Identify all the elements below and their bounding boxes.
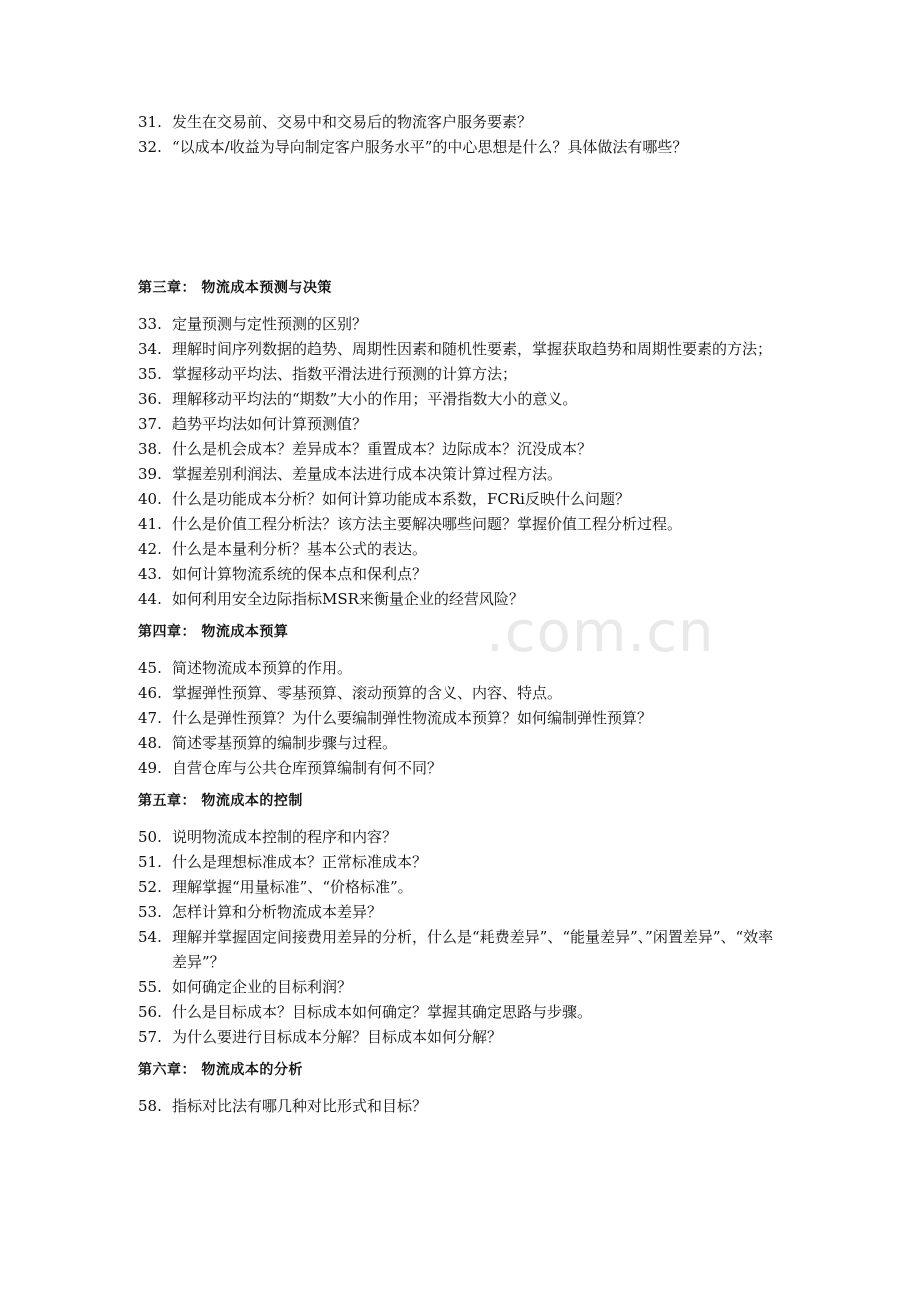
question-number: 33. [138,315,162,333]
intro-question-list [138,110,788,160]
list-item [138,110,788,135]
question-text: 什么是理想标准成本？正常标准成本？ [172,853,428,871]
question-number: 51. [138,853,162,871]
question-number: 57. [138,1028,162,1046]
question-number: 38. [138,440,162,458]
question-text: 自营仓库与公共仓库预算编制有何不同？ [172,759,443,777]
chapter-heading: 第四章： 物流成本预算 [138,624,289,640]
list-item [138,706,788,731]
list-item [138,312,788,337]
question-text: 理解时间序列数据的趋势、周期性因素和随机性要素，掌握获取趋势和周期性要素的方法； [172,340,773,358]
question-number: 31. [138,113,162,131]
list-item [138,412,788,437]
question-text: 什么是机会成本？差异成本？重置成本？边际成本？沉没成本？ [172,440,593,458]
list-item [138,512,788,537]
question-text: 什么是目标成本？目标成本如何确定？掌握其确定思路与步骤。 [172,1003,593,1021]
question-text: 理解掌握“用量标准”、“价格标准”。 [172,878,413,896]
question-number: 32. [138,138,162,156]
question-number: 55. [138,978,162,996]
list-item [138,337,788,362]
question-text: 简述零基预算的编制步骤与过程。 [172,734,398,752]
list-item [138,975,788,1000]
list-item [138,362,788,387]
question-number: 54. [138,928,162,946]
list-item [138,875,788,900]
watermark: .com.cn [486,600,715,665]
question-text: 定量预测与定性预测的区别？ [172,315,368,333]
list-item [138,900,788,925]
question-number: 36. [138,390,162,408]
list-item [138,925,788,975]
list-item [138,135,788,160]
question-number: 40. [138,490,162,508]
list-item [138,587,788,612]
question-number: 44. [138,590,162,608]
chapter-heading: 第三章： 物流成本预测与决策 [138,280,332,296]
chapter-question-list [138,656,788,781]
list-item [138,387,788,412]
list-item [138,487,788,512]
question-text: “以成本/收益为导向制定客户服务水平”的中心思想是什么？具体做法有哪些？ [172,138,688,156]
question-number: 52. [138,878,162,896]
question-text: 为什么要进行目标成本分解？目标成本如何分解？ [172,1028,503,1046]
question-text: 什么是价值工程分析法？该方法主要解决哪些问题？掌握价值工程分析过程。 [172,515,683,533]
question-number: 41. [138,515,162,533]
question-text: 如何计算物流系统的保本点和保利点？ [172,565,428,583]
list-item [138,537,788,562]
question-number: 39. [138,465,162,483]
question-text: 简述物流成本预算的作用。 [172,659,353,677]
chapter-question-list [138,1094,788,1119]
question-text: 掌握移动平均法、指数平滑法进行预测的计算方法； [172,365,518,383]
list-item [138,850,788,875]
question-text: 趋势平均法如何计算预测值？ [172,415,368,433]
question-number: 46. [138,684,162,702]
question-text: 如何确定企业的目标利润？ [172,978,353,996]
question-number: 53. [138,903,162,921]
list-item [138,1000,788,1025]
question-number: 37. [138,415,162,433]
question-text: 掌握差别利润法、差量成本法进行成本决策计算过程方法。 [172,465,563,483]
list-item [138,1094,788,1119]
list-item [138,562,788,587]
question-text: 指标对比法有哪几种对比形式和目标？ [172,1097,428,1115]
chapter-question-list [138,825,788,1050]
question-number: 50. [138,828,162,846]
question-text: 什么是弹性预算？为什么要编制弹性物流成本预算？如何编制弹性预算？ [172,709,653,727]
question-number: 49. [138,759,162,777]
list-item [138,681,788,706]
question-text: 发生在交易前、交易中和交易后的物流客户服务要素？ [172,113,533,131]
list-item [138,731,788,756]
question-text: 什么是本量利分析？基本公式的表达。 [172,540,428,558]
list-item [138,1025,788,1050]
chapter-heading: 第五章： 物流成本的控制 [138,793,303,809]
question-number: 56. [138,1003,162,1021]
question-number: 48. [138,734,162,752]
question-text: 理解移动平均法的“期数”大小的作用；平滑指数大小的意义。 [172,390,578,408]
chapter-question-list [138,312,788,612]
question-text: 什么是功能成本分析？如何计算功能成本系数，FCRi反映什么问题？ [172,490,630,508]
list-item [138,756,788,781]
question-text: 如何利用安全边际指标MSR来衡量企业的经营风险？ [172,590,524,608]
question-number: 58. [138,1097,162,1115]
document-page [138,110,788,1119]
list-item [138,462,788,487]
question-text: 说明物流成本控制的程序和内容？ [172,828,398,846]
chapter-heading: 第六章： 物流成本的分析 [138,1062,303,1078]
question-number: 42. [138,540,162,558]
question-number: 34. [138,340,162,358]
question-text: 掌握弹性预算、零基预算、滚动预算的含义、内容、特点。 [172,684,563,702]
list-item [138,656,788,681]
question-text: 怎样计算和分析物流成本差异？ [172,903,383,921]
list-item [138,437,788,462]
list-item [138,825,788,850]
question-text: 理解并掌握固定间接费用差异的分析，什么是“耗费差异”、“能量差异”、”闲置差异”、“效率差异”？ [172,928,774,971]
question-number: 43. [138,565,162,583]
question-number: 47. [138,709,162,727]
question-number: 35. [138,365,162,383]
question-number: 45. [138,659,162,677]
